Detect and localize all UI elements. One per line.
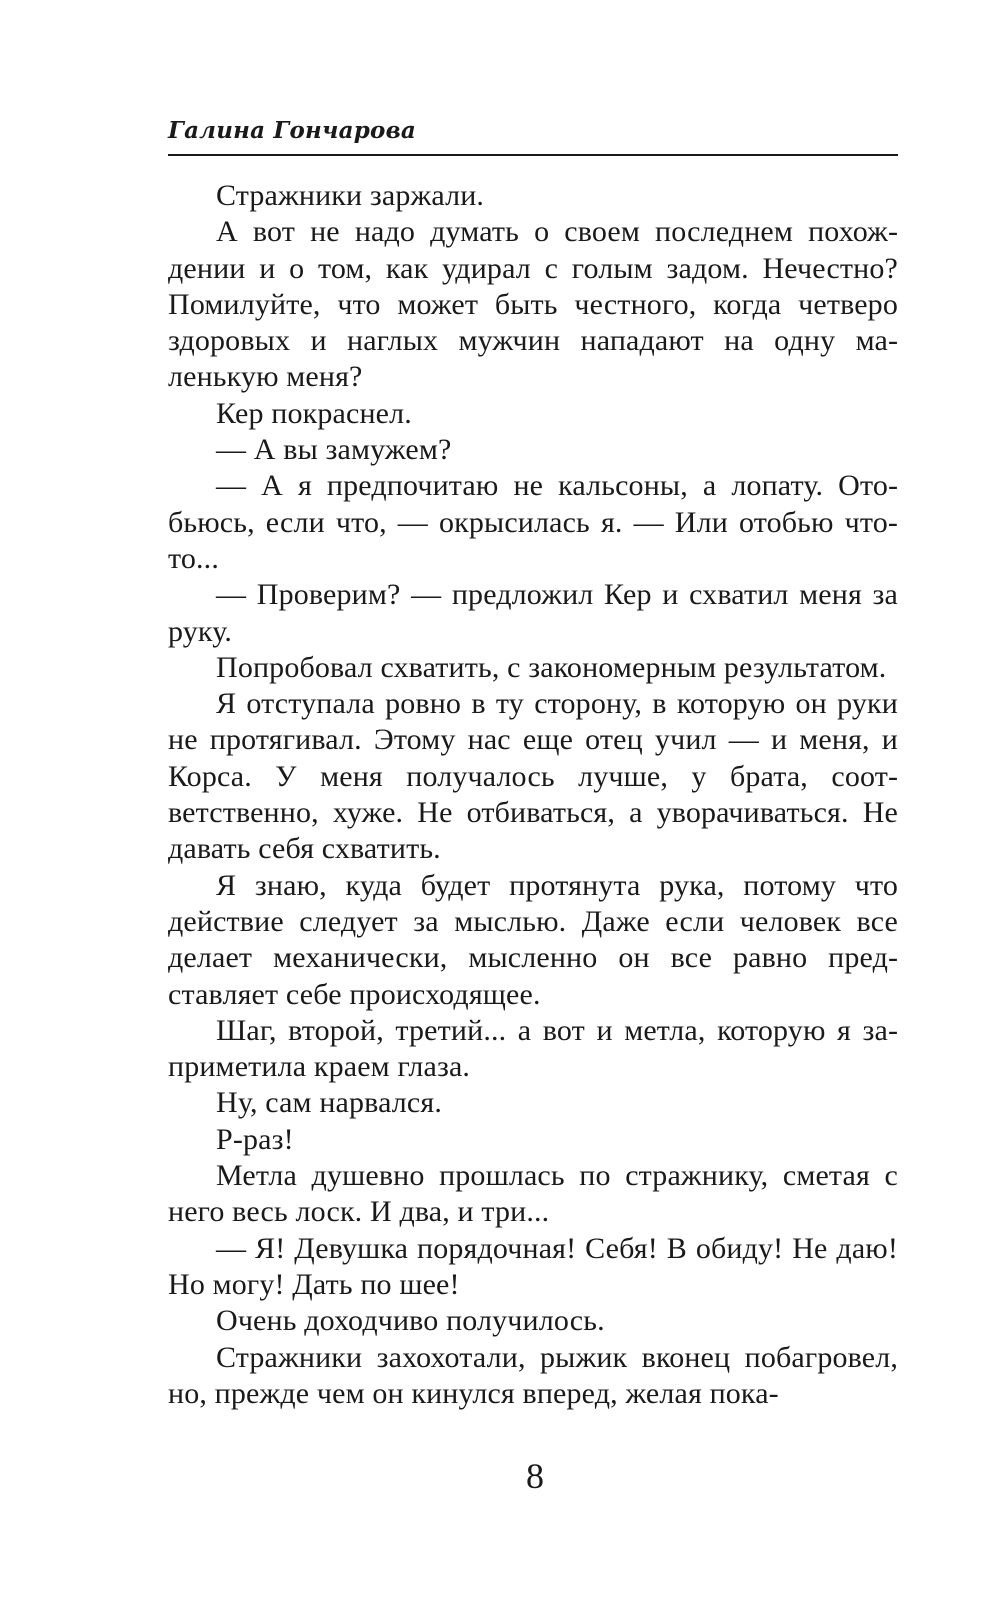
paragraph: Стражники заржали. [216,179,485,212]
paragraph: Метла душевно прошлась по стражнику, сметая с него весь лоск. И два, и три... [168,1159,898,1229]
author-name: Галина Гончарова [168,117,416,144]
paragraph: Попробовал схватить, с закономерным результатом. [216,650,887,684]
paragraph: Ну, сам нарвался. [216,1086,442,1120]
page-body [168,178,898,1412]
paragraph: Шаг, второй, третий... а вот и метла, которую я заприметила краем глаза. [168,1013,898,1084]
paragraph: Очень доходчиво получилось. [216,1304,605,1338]
paragraph: — А вы замужем? [216,433,452,467]
paragraph: — Я! Девушка порядочная! Себя! В обиду! Не даю! Но могу! Дать по шее! [168,1231,898,1301]
paragraph: — Проверим? — предложил Кер и схватил меня за руку. [168,578,898,648]
paragraph: Я знаю, куда будет протянута рука, потому что действие следует за мыслью. Даже если человек все делает механически, мысленно он все равно представляет себе происходящее. [168,868,898,1011]
running-header [168,116,898,156]
paragraph: Я отступала ровно в ту сторону, в которую он руки не протягивал. Этому нас еще отец учил — и меня, и Корса. У меня получалось лучше, у брата, соответственно, хуже. Не отбиваться, а уворачиваться. Не давать себя схватить. [168,687,898,866]
page-number: 8 [526,1456,544,1496]
paragraph: Стражники захохотали, рыжик вконец побагровел, но, прежде чем он кинулся вперед, желая пока- [168,1340,898,1410]
paragraph: Р-раз! [216,1122,294,1156]
paragraph: Кер покраснел. [216,396,412,430]
paragraph: — А я предпочитаю не кальсоны, а лопату. Отобьюсь, если что, — окрысилась я. — Или отобью что-то... [168,469,898,575]
paragraph: А вот не надо думать о своем последнем похождении и о том, как удирал с голым задом. Нечестно? Помилуйте, что может быть честного, когда четверо здоровых и наглых мужчин нападают на одну маленькую меня? [168,215,898,394]
